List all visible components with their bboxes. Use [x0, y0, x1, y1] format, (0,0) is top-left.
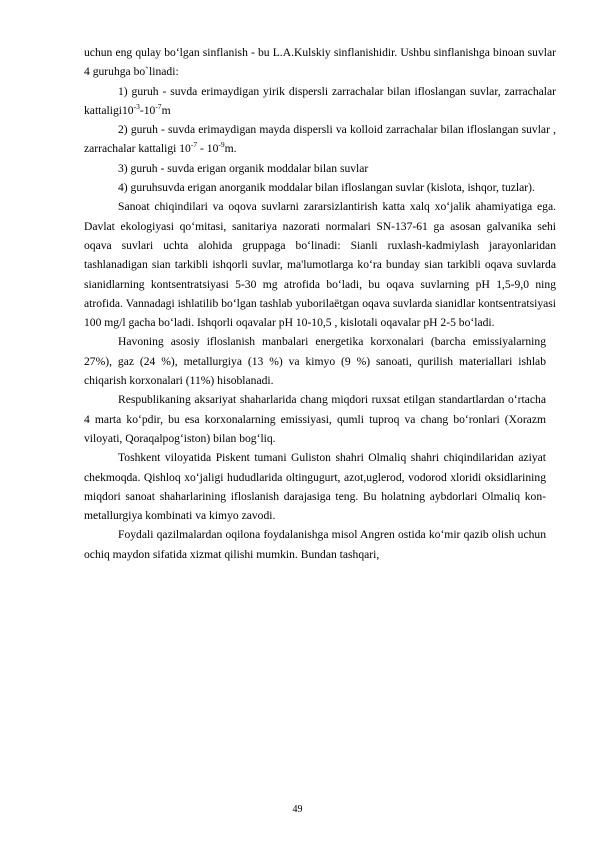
- paragraph: [84, 197, 556, 332]
- paragraph: [84, 82, 556, 121]
- text-segment: -10: [139, 103, 156, 117]
- text-segment: Toshkent viloyatida Piskent tumani Guliston shahri Olmaliq shahri chiqindilaridan aziyat chekmoqda. Qishloq xo‘jaligi hududlarida oltingugurt, azot,uglerod, vodorod xloridi oksidlarining miqdori sanoat shaharlarining ifloslanish darajasiga teng. Bu holatning aybdorlari Olmaliq kon-metallurgiya kombinati va kimyo zavodi.: [84, 451, 546, 523]
- paragraph: [84, 332, 546, 390]
- paragraph: [84, 390, 546, 448]
- text-segment: m.: [224, 142, 237, 156]
- page-number: 49: [292, 804, 303, 815]
- text-segment: 4) guruhsuvda erigan anorganik moddalar bilan ifloslangan suvlar (kislota, ishqor, tuzlar).: [118, 181, 535, 195]
- superscript-exponent: -3: [133, 102, 140, 112]
- text-segment: 2) guruh - suvda erimaydigan mayda dispersli va kolloid zarrachalar bilan ifloslangan suvlar , zarrachalar kattaligi 10: [84, 123, 556, 156]
- paragraph: [84, 159, 556, 178]
- text-segment: 3) guruh - suvda erigan organik moddalar bilan suvlar: [118, 161, 369, 175]
- text-segment: Sanoat chiqindilari va oqova suvlarni zararsizlantirish katta xalq xo‘jalik ahamiyatiga ega. Davlat ekologiyasi qo‘mitasi, sanitariya nazorati normalari SN-137-61 ga asosan galvanika sehi oqava suvlari uchta alohida gruppaga bo‘linadi: Sianli ruxlash-kadmiylash jarayonlaridan tashlanadigan sian tarkibli ishqorli suvlar, ma'lumotlarga ko‘ra bunday sian tarkibli oqava suvlarda sianidlarning kontsentratsiyasi 5-30 mg atrofida bo‘ladi, bu oqava suvlarning pH 1,5-9,0 ning atrofida. Vannadagi ishlatilib bo‘lgan tashlab yuborilaёtgan oqava suvlarda sianidlar kontsentratsiyasi 100 mg/l gacha bo‘ladi. Ishqorli oqavalar pH 10-10,5 , kislotali oqavalar pH 2-5 bo‘ladi.: [84, 200, 556, 330]
- text-segment: m: [161, 103, 171, 117]
- document-body: [84, 43, 556, 564]
- text-segment: Havoning asosiy ifloslanish manbalari energetika korxonalari (barcha emissiyalarning 27%), gaz (24 %), metallurgiya (13 %) va kimyo (9 %) sanoati, qurilish materiallari ishlab chiqarish korxonalari (11%) hisoblanadi.: [84, 335, 546, 388]
- text-segment: uchun eng qulay bo‘lgan sinflanish - bu L.A.Kulskiy sinflanishidir. Ushbu sinflanishga binoan suvlar 4 guruhga bo`linadi:: [84, 46, 556, 79]
- paragraph: [84, 525, 546, 564]
- paragraph: [84, 43, 556, 82]
- text-segment: Respublikaning aksariyat shaharlarida chang miqdori ruxsat etilgan standartlardan o‘rtacha 4 marta ko‘pdir, bu esa korxonalarning emissiyasi, qumli tuproq va chang bo‘ronlari (Xorazm viloyati, Qoraqalpog‘iston) bilan bog‘liq.: [84, 393, 546, 445]
- superscript-exponent: -9: [218, 140, 225, 150]
- text-segment: Foydali qazilmalardan oqilona foydalanishga misol Angren ostida ko‘mir qazib olish uchun ochiq maydon sifatida xizmat qilishi mumkin. Bundan tashqari,: [84, 528, 546, 561]
- paragraph: [84, 448, 546, 525]
- paragraph: [84, 120, 556, 159]
- superscript-exponent: -7: [190, 140, 198, 150]
- text-segment: 1) guruh - suvda erimaydigan yirik dispersli zarrachalar bilan ifloslangan suvlar, zarrachalar kattaligi10: [84, 84, 556, 117]
- paragraph: [84, 178, 556, 197]
- text-segment: - 10: [197, 142, 219, 156]
- superscript-exponent: -7: [155, 102, 162, 112]
